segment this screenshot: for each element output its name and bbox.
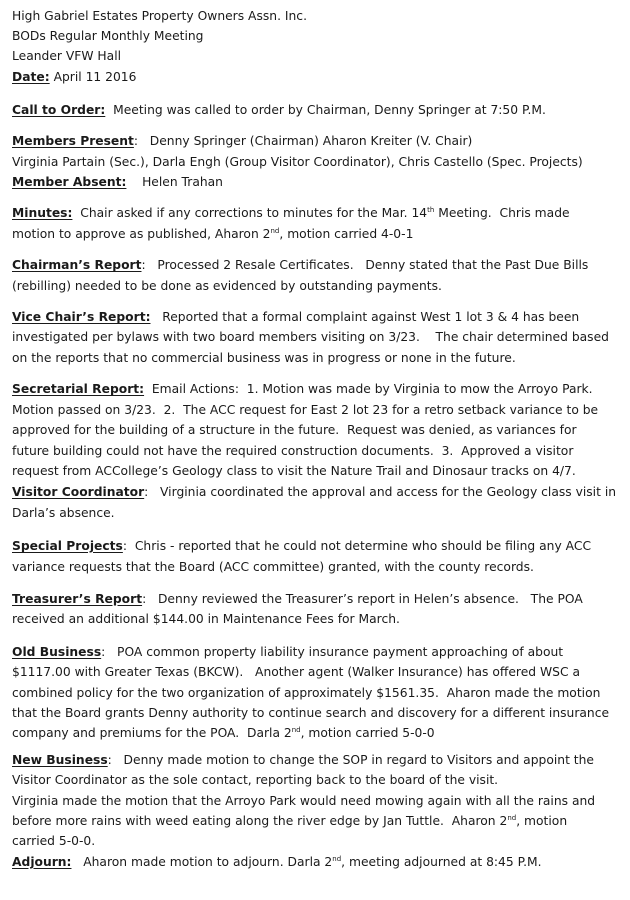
secretarial-line3: approved for the building of a structure in the future. Request was denied, as variances for [12,423,577,438]
member-absent-label: Member Absent: [12,175,127,190]
meeting-date [12,67,612,87]
new-business-line4a: before more rains with weed eating along the river edge by Jan Tuttle. Aharon 2 [12,814,508,828]
chairman-line1: : Processed 2 Resale Certificates. Denny stated that the Past Due Bills [141,258,589,273]
new-business-line1: : Denny made motion to change the SOP in regard to Visitors and appoint the [107,752,594,767]
old-business-section [12,642,612,744]
secretarial-line5: request from ACCollege’s Geology class to visit the Nature Trail and Dinosaur tracks on 4/7. [12,463,576,478]
old-business-line2: $1117.00 with Greater Texas (BKCW). Another agent (Walker Insurance) has offered WSC a [12,665,580,680]
date-value: April 11 2016 [53,69,137,84]
new-business-line4b: , motion [516,814,568,828]
secretarial-line4: future building could not have the required construction documents. 3. Approved a visitor [12,443,574,458]
visitor-coordinator-label: Visitor Coordinator [12,485,145,500]
chairman-line2: (rebilling) needed to be done as evidenced by outstanding payments. [12,278,442,293]
new-business-line3: Virginia made the motion that the Arroyo Park would need mowing again with all the rains and [12,793,596,808]
new-business-line2: Visitor Coordinator as the sole contact, reporting back to the board of the visit. [12,773,499,788]
old-business-line5b: , motion carried 5-0-0 [300,726,435,741]
old-business-line3: combined policy for the two organization of approximately $1561.35. Aharon made the motion [12,685,601,700]
adjourn-section [12,852,612,872]
visitor-coordinator-section [12,482,617,523]
chairman-report-label: Chairman’s Report [12,258,142,273]
secretarial-report-label: Secretarial Report: [12,382,145,397]
vice-chair-line2: investigated per bylaws with two board members visiting on 3/23. The chair determined based [12,330,609,345]
call-to-order-section [12,100,612,120]
adjourn-line1b: , meeting adjourned at 8:45 P.M. [341,854,542,869]
call-to-order-label: Call to Order: [12,102,106,117]
org-name: High Gabriel Estates Property Owners Assn. Inc. [12,9,307,23]
old-business-line1: : POA common property liability insurance payment approaching of about [101,644,564,659]
vice-chair-line1: Reported that a formal complaint against West 1 lot 3 & 4 has been [162,310,580,325]
adjourn-line1-sup: nd [332,854,342,863]
member-absent-text: Helen Trahan [142,175,223,190]
secretarial-line2: Motion passed on 3/23. 2. The ACC request for East 2 lot 23 for a retro setback variance to be [12,402,599,417]
members-present-line1: : Denny Springer (Chairman) Aharon Kreiter (V. Chair) [133,134,473,149]
minutes-line2a: motion to approve as published, Aharon 2 [12,226,271,241]
secretarial-report-section [12,379,612,481]
treasurer-report-section [12,589,612,630]
minutes-line2b: , motion carried 4-0-1 [279,226,414,241]
call-to-order-text: Meeting was called to order by Chairman, Denny Springer at 7:50 P.M. [113,102,546,117]
visitor-line1: : Virginia coordinated the approval and access for the Geology class visit in [144,485,617,500]
old-business-line5a: company and premiums for the POA. Darla 2 [12,726,292,741]
date-label: Date: [12,69,50,84]
special-line2: variance requests that the Board (ACC committee) granted, with the county records. [12,559,534,574]
vice-chair-report-label: Vice Chair’s Report: [12,310,151,325]
minutes-line2-sup: nd [270,226,280,235]
minutes-line1a: Chair asked if any corrections to minutes for the Mar. 14 [80,206,428,221]
minutes-document [12,6,617,872]
document-header [12,6,612,87]
special-projects-label: Special Projects [12,539,123,554]
special-projects-section [12,536,612,577]
chairman-report-section [12,255,612,296]
adjourn-label: Adjourn: [12,854,72,869]
minutes-section [12,203,612,244]
old-business-label: Old Business [12,644,102,659]
special-line1: : Chris - reported that he could not determine who should be filing any ACC [122,539,592,554]
old-business-line5-sup: nd [291,726,301,735]
members-section [12,131,612,192]
new-business-label: New Business [12,752,108,767]
treasurer-report-label: Treasurer’s Report [12,591,143,606]
secretarial-line1: Email Actions: 1. Motion was made by Virginia to mow the Arroyo Park. [151,382,593,397]
new-business-line4-sup: nd [507,814,517,822]
old-business-line4: that the Board grants Denny authority to continue search and discovery for a different insurance [12,705,610,720]
vice-chair-report-section [12,307,612,368]
new-business-line5: carried 5-0-0. [12,834,96,849]
new-business-section [12,750,612,852]
treasurer-line1: : Denny reviewed the Treasurer’s report in Helen’s absence. The POA [142,591,583,606]
adjourn-line1a: Aharon made motion to adjourn. Darla 2 [83,854,333,869]
minutes-label: Minutes: [12,206,73,221]
meeting-title: BODs Regular Monthly Meeting [12,29,204,44]
visitor-line2: Darla’s absence. [12,505,115,520]
minutes-line1-sup: th [427,206,435,215]
minutes-line1b: Meeting. Chris made [434,206,570,221]
members-present-label: Members Present [12,134,134,149]
vice-chair-line3: on the reports that no commercial business was in progress or none in the future. [12,350,516,365]
meeting-location: Leander VFW Hall [12,49,122,64]
treasurer-line2: received an additional $144.00 in Maintenance Fees for March. [12,612,400,627]
members-present-line2: Virginia Partain (Sec.), Darla Engh (Group Visitor Coordinator), Chris Castello (Spec. Projects) [12,154,583,169]
